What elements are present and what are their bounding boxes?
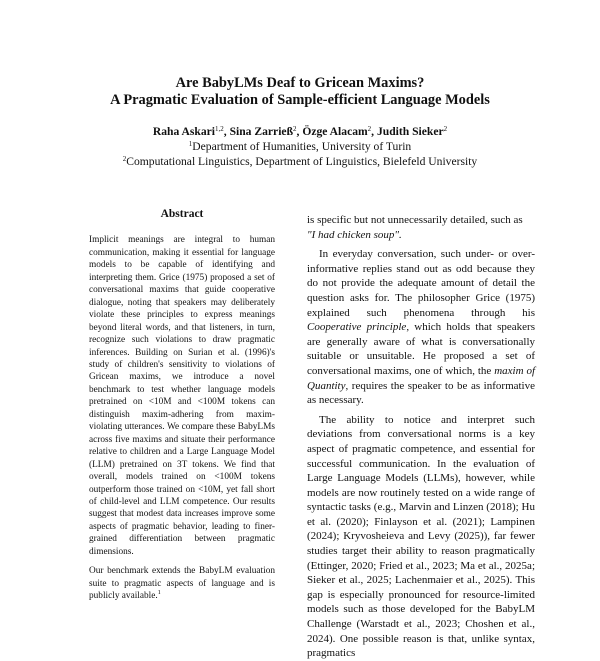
author-name: Judith Sieker	[376, 125, 444, 138]
affiliation-number: 2	[122, 155, 127, 163]
author-name: Raha Askari	[152, 125, 216, 138]
author-affiliation-mark: 2	[293, 125, 297, 133]
body-text: , which holds that speakers are generally aware of what is conversationally suitable or unsuitable. He proposed a set of conversational maxims, one of which, the	[307, 321, 535, 377]
left-column	[89, 208, 275, 603]
author-list: Raha Askari$^{1,2}$, Sina Zarrieß$^2$, Özge Alacam$^2$, Judith Sieker$^2$	[152, 125, 448, 138]
body-paragraph-1	[307, 213, 535, 242]
abstract-paragraph: Implicit meanings are integral to human communication, making it essential for language models to be capable of identifying and interpreting them. Grice (1975) proposed a set of conversational maxims that guide cooperative dialogue, noting that speakers may deliberately violate these principles to express meanings beyond literal words, and that listeners, in turn, recognize such violations to draw pragmatic inferences. Building on Surian et al. (1996)'s study of children's sensitivity to violations of Gricean maxims, we introduce a novel benchmark to test whether language models pretrained on <10M and <100M tokens can distinguish maxim-adhering from maxim-violating utterances. We compare these BabyLMs across five maxims and situate their performance relative to children and a Large Language Model (LLM) pretrained on 3T tokens. We find that overall, models trained on <100M tokens outperform those trained on <10M, yet fall short of child-level and LLM competence. Our results suggest that modest data increases improve some aspects of pragmatic behavior, leading to finer-grained differentiation between pragmatic dimensions.	[89, 235, 275, 557]
author-block	[60, 124, 540, 169]
emphasis-term: Cooperative principle	[307, 321, 407, 334]
affiliation-text: Computational Linguistics, Department of Linguistics, Bielefeld University	[126, 155, 478, 168]
example-quote: "I had chicken soup".	[307, 228, 402, 241]
affiliation-line	[60, 139, 540, 154]
affiliation-line	[60, 154, 540, 169]
emphasis-term: maxim of Quantity	[307, 364, 535, 392]
body-paragraph-3: The ability to notice and interpret such deviations from conversational norms is a key aspect of pragmatic competence, and essential for successful communication. In the evaluation of Large Language Models (LLMs), however, while models are now routinely tested on a wide range of syntactic tasks (e.g., Marvin and Linzen (2018); Hu et al. (2020); Finlayson et al. (2021); Lampinen (2024); Kryvosheieva and Levy (2025)), far fewer studies target their ability to reason pragmatically (Ettinger, 2020; Fried et al., 2023; Ma et al., 2025a; Sieker et al., 2025; Lachenmaier et al., 2025). This gap is especially pronounced for resource-limited models such as those developed for the BabyLM Challenge (Warstadt et al., 2023; Choshen et al., 2024). One possible reason is that, unlike syntax, pragmatics	[307, 413, 535, 660]
body-paragraph-2	[307, 247, 535, 408]
paper-title-line-2: A Pragmatic Evaluation of Sample-efficient Language Models	[110, 92, 490, 108]
paper-title-line-1: Are BabyLMs Deaf to Gricean Maxims?	[175, 75, 425, 91]
author-affiliation-mark: 1,2	[215, 125, 224, 133]
affiliation-text: Department of Humanities, University of Turin	[192, 140, 412, 153]
footnote-mark: 1	[157, 589, 161, 597]
author-affiliation-mark: 2	[443, 125, 448, 133]
body-text: In everyday conversation, such under- or over-informative replies stand out as odd because they do not provide the adequate amount of detail the question asks for. The philosopher Grice (1975) explained such phenomena through his	[307, 248, 535, 319]
right-column	[307, 213, 535, 661]
abstract-heading: Abstract	[160, 208, 204, 220]
author-name: Sina Zarrieß	[229, 125, 294, 138]
author-affiliation-mark: 2	[367, 125, 372, 133]
body-text: is specific but not unnecessarily detailed, such as	[307, 214, 523, 226]
abstract-paragraph-2-text: Our benchmark extends the BabyLM evaluation suite to pragmatic aspects of language and is publicly available.	[89, 566, 275, 602]
abstract-paragraph-2	[89, 565, 275, 602]
author-name: Özge Alacam	[302, 125, 368, 138]
affiliation-number: 1	[188, 140, 193, 148]
body-text: , requires the speaker to be as informative as necessary.	[307, 379, 535, 407]
